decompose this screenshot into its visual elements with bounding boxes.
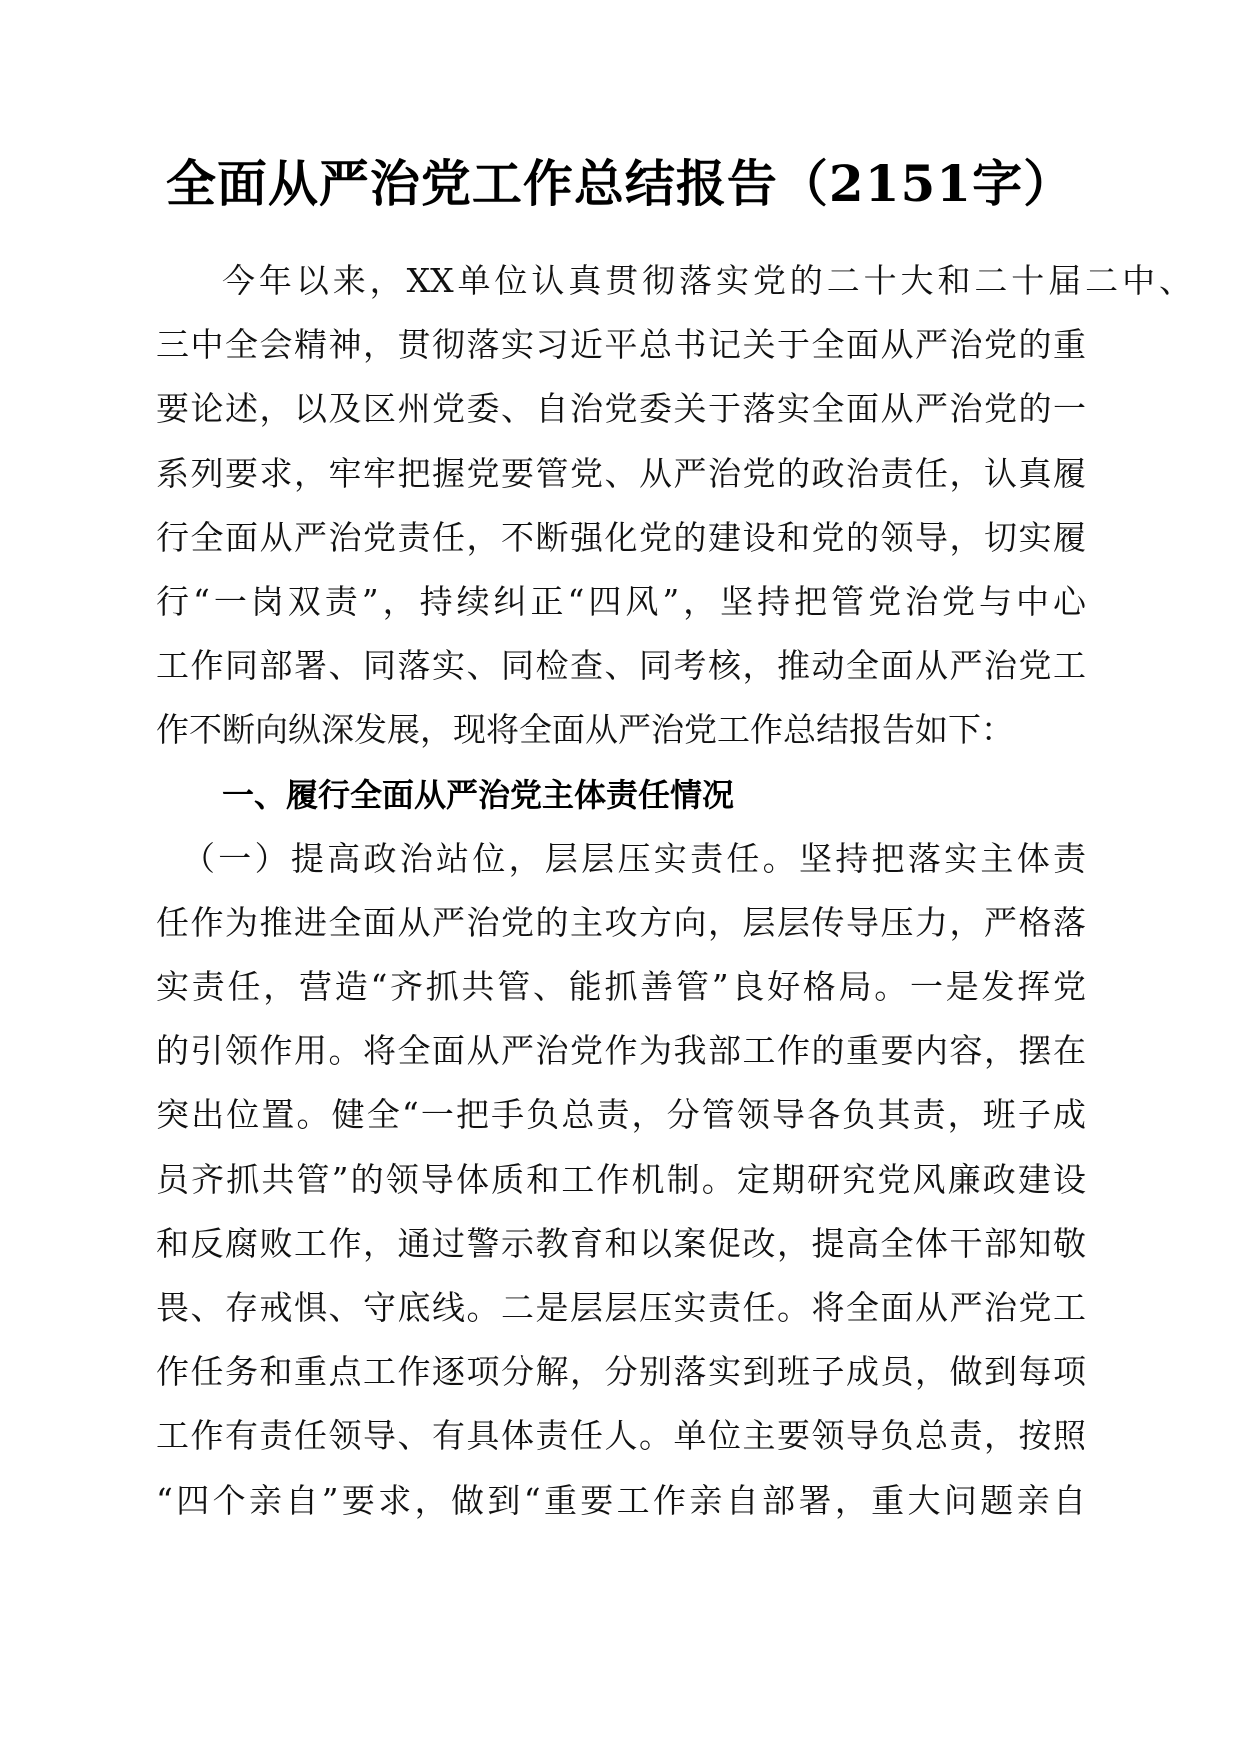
paragraph-line: 行“一岗双责”，持续纠正“四风”，坚持把管党治党与中心: [156, 581, 1086, 621]
paragraph-line: 畏、存戒惧、守底线。二是层层压实责任。将全面从严治党工: [156, 1288, 1086, 1327]
paragraph-line: 今年以来，XX单位认真贯彻落实党的二十大和二十届二中、: [222, 261, 1192, 300]
paragraph-line: 工作同部署、同落实、同检查、同考核，推动全面从严治党工: [156, 646, 1086, 686]
paragraph-line: 三中全会精神，贯彻落实习近平总书记关于全面从严治党的重: [156, 325, 1086, 365]
paragraph-line: 员齐抓共管”的领导体质和工作机制。定期研究党风廉政建设: [156, 1159, 1086, 1199]
paragraph-line: 作不断向纵深发展，现将全面从严治党工作总结报告如下：: [156, 710, 1014, 750]
paragraph-line: 行全面从严治党责任，不断强化党的建设和党的领导，切实履: [156, 517, 1086, 557]
paragraph-line: 的引领作用。将全面从严治党作为我部工作的重要内容，摆在: [156, 1031, 1086, 1071]
paragraph-line: “四个亲自”要求，做到“重要工作亲自部署，重大问题亲自: [156, 1480, 1086, 1520]
paragraph-line: 任作为推进全面从严治党的主攻方向，层层传导压力，严格落: [156, 902, 1086, 942]
paragraph-line: 作任务和重点工作逐项分解，分别落实到班子成员，做到每项: [156, 1352, 1086, 1392]
document-body: [156, 249, 1192, 1533]
document-title: 全面从严治党工作总结报告（2151字）: [165, 154, 1075, 213]
paragraph-line: 要论述，以及区州党委、自治党委关于落实全面从严治党的一: [156, 389, 1086, 429]
paragraph-line: 突出位置。健全“一把手负总责，分管领导各负其责，班子成: [156, 1095, 1086, 1135]
paragraph-line: 系列要求，牢牢把握党要管党、从严治党的政治责任，认真履: [156, 453, 1086, 493]
paragraph-line: （一）提高政治站位，层层压实责任。坚持把落实主体责: [182, 838, 1086, 878]
section-heading: 一、履行全面从严治党主体责任情况: [222, 775, 735, 814]
paragraph-line: 实责任，营造“齐抓共管、能抓善管”良好格局。一是发挥党: [156, 967, 1086, 1007]
paragraph-line: 和反腐败工作，通过警示教育和以案促改，提高全体干部知敬: [156, 1223, 1086, 1263]
paragraph-line: 工作有责任领导、有具体责任人。单位主要领导负总责，按照: [156, 1416, 1086, 1456]
